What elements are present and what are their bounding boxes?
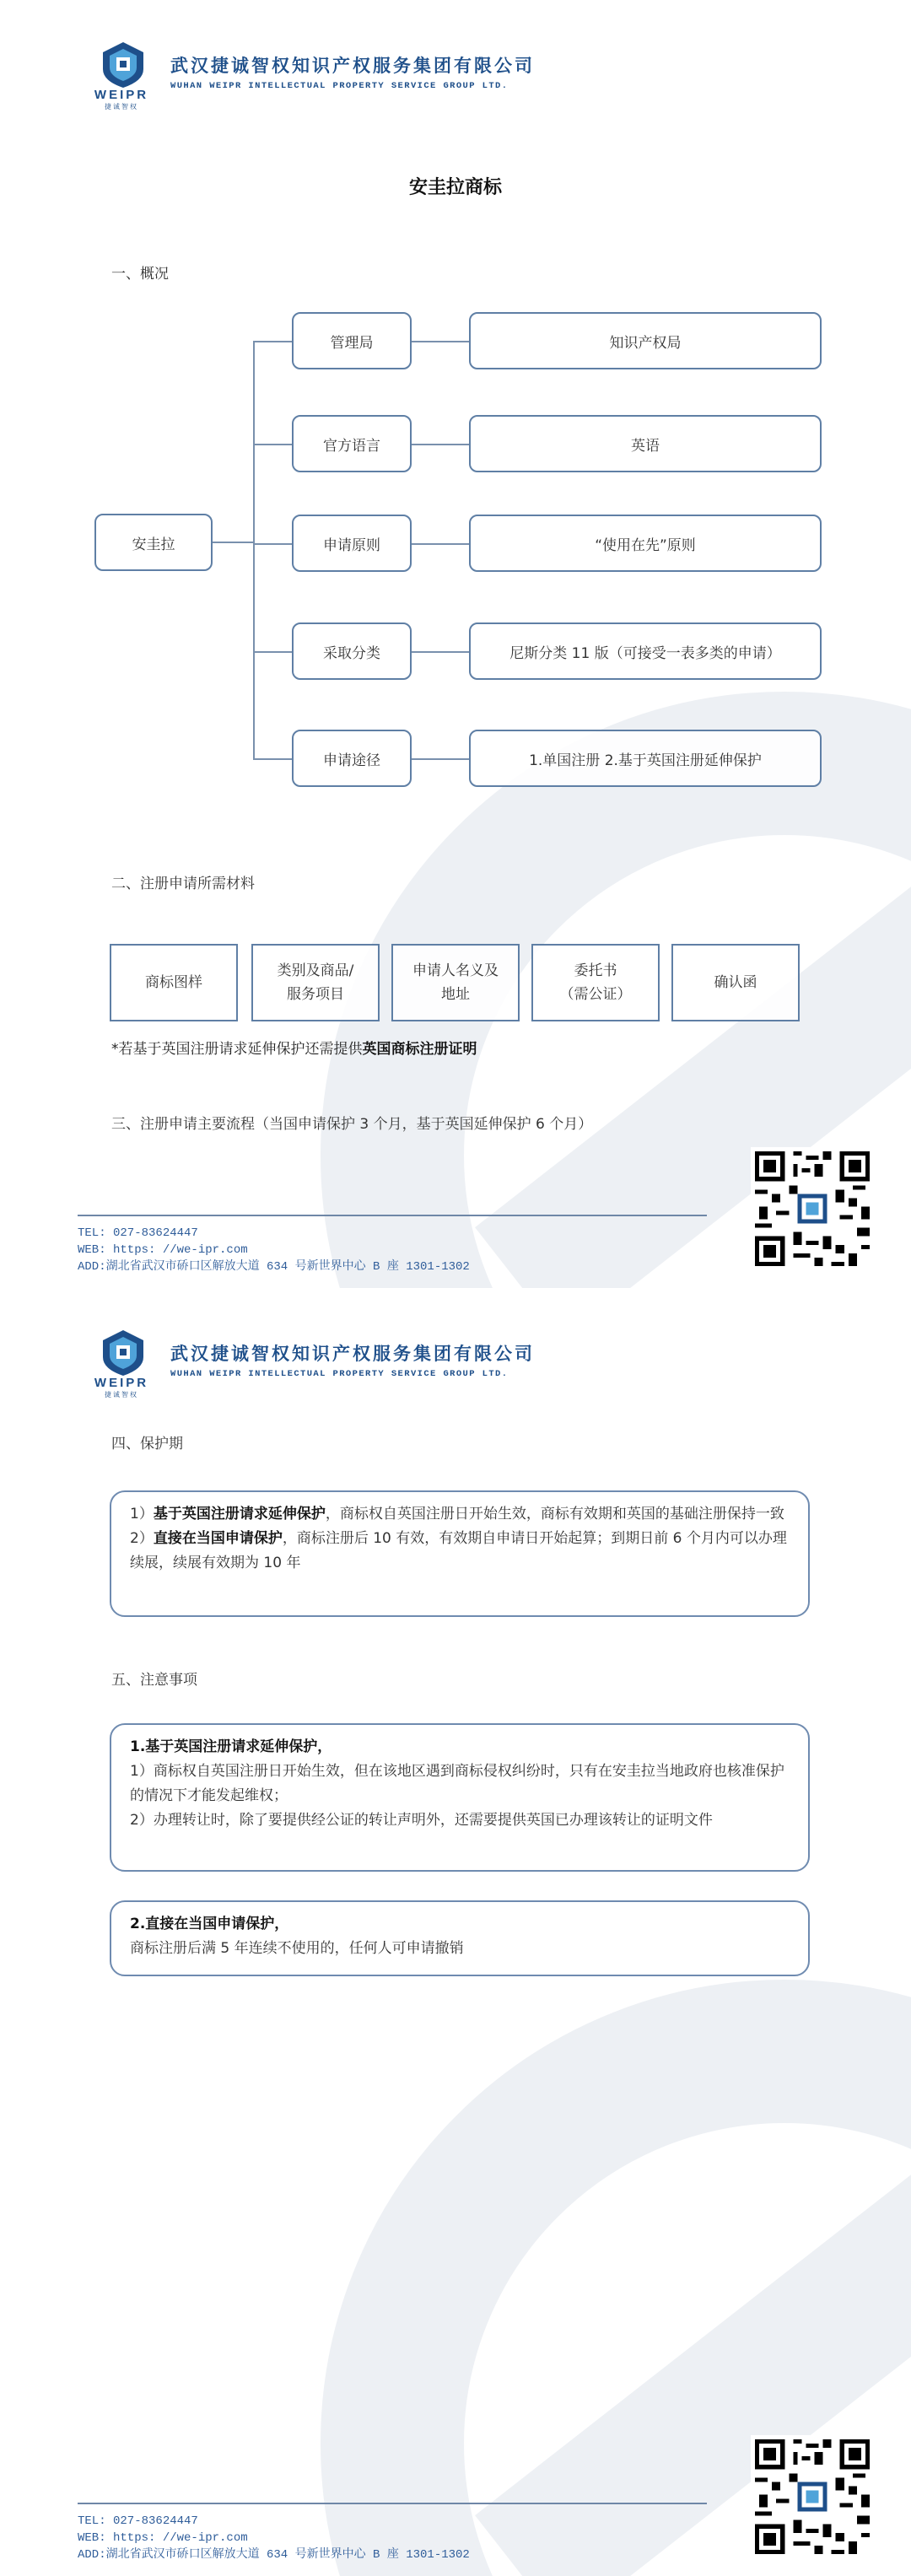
logo-subtitle: 捷诚智权 [105,103,138,110]
overview-label-authority: 管理局 [292,312,412,369]
notes-item: 2）办理转让时，除了要提供经公证的转让声明外，还需要提供英国已办理该转让的证明文件 [130,1812,713,1829]
footer-web[interactable]: WEB: https: //we-ipr.com [78,2531,248,2545]
overview-label-language: 官方语言 [292,415,412,472]
notes-heading: 2.直接在当国申请保护， [130,1916,289,1932]
company-name-en: WUHAN WEIPR INTELLECTUAL PROPERTY SERVICE GROUP LTD. [170,81,509,91]
material-item: 申请人名义及 地址 [391,944,520,1021]
overview-value-route: 1.单国注册 2.基于英国注册延伸保护 [469,730,822,787]
logo-wordmark: WEIPR [94,1376,149,1390]
logo-subtitle: 捷诚智权 [105,1391,138,1398]
overview-label-route: 申请途径 [292,730,412,787]
section-protection-title: 四、保护期 [111,1436,183,1452]
overview-value-language: 英语 [469,415,822,472]
material-item: 确认函 [671,944,800,1021]
overview-value-principle: “使用在先”原则 [469,515,822,572]
materials-note: *若基于英国注册请求延伸保护还需提供英国商标注册证明 [111,1041,477,1058]
footer-tel: TEL: 027-83624447 [78,2514,198,2528]
footer-divider [78,1215,707,1216]
footer-address: ADD:湖北省武汉市硚口区解放大道 634 号新世界中心 B 座 1301-1302 [78,1260,470,1274]
footer-contact [78,1225,470,1275]
material-item: 委托书 （需公证） [531,944,660,1021]
letterhead [0,1288,911,1406]
protection-box [110,1490,810,1617]
qr-code-icon [751,2435,874,2558]
notes-item: 1）商标权自英国注册日开始生效，但在该地区遇到商标侵权纠纷时，只有在安圭拉当地政府也核准保护的情况下才能发起维权； [130,1763,784,1804]
page-two [0,1288,911,2576]
footer-tel: TEL: 027-83624447 [78,1226,198,1240]
overview-value-classification: 尼斯分类 11 版（可接受一表多类的申请） [469,622,822,680]
material-item: 类别及商品/ 服务项目 [251,944,380,1021]
notes-heading: 1.基于英国注册请求延伸保护， [130,1738,332,1755]
section-materials-title: 二、注册申请所需材料 [111,876,255,892]
overview-label-principle: 申请原则 [292,515,412,572]
notes-box-extension [110,1723,810,1872]
section-process-title: 三、注册申请主要流程（当国申请保护 3 个月，基于英国延伸保护 6 个月） [111,1116,593,1133]
notes-box-direct [110,1900,810,1976]
logo-wordmark: WEIPR [94,88,149,102]
notes-item: 商标注册后满 5 年连续不使用的，任何人可申请撤销 [130,1940,464,1957]
footer-divider [78,2503,707,2504]
mindmap-center: 安圭拉 [94,514,213,571]
overview-value-authority: 知识产权局 [469,312,822,369]
material-item: 商标图样 [110,944,238,1021]
company-logo-icon [101,40,145,89]
company-name-cn: 武汉捷诚智权知识产权服务集团有限公司 [170,55,535,76]
protection-item: 1）基于英国注册请求延伸保护，商标权自英国注册日开始生效，商标有效期和英国的基础注册保持一致 [130,1506,784,1522]
footer-address: ADD:湖北省武汉市硚口区解放大道 634 号新世界中心 B 座 1301-1302 [78,2548,470,2562]
letterhead [0,0,911,118]
section-notes-title: 五、注意事项 [111,1672,197,1689]
document-title: 安圭拉商标 [408,177,502,198]
footer-contact [78,2513,470,2563]
overview-label-classification: 采取分类 [292,622,412,680]
footer-web[interactable]: WEB: https: //we-ipr.com [78,1243,248,1257]
qr-code-icon [751,1147,874,1270]
protection-item: 2）直接在当国申请保护，商标注册后 10 有效，有效期自申请日开始起算；到期日前 6 个月内可以办理续展，续展有效期为 10 年 [130,1530,787,1571]
section-overview-title: 一、概况 [111,266,169,283]
company-name-en: WUHAN WEIPR INTELLECTUAL PROPERTY SERVICE GROUP LTD. [170,1369,509,1379]
company-logo-icon [101,1328,145,1377]
company-name-cn: 武汉捷诚智权知识产权服务集团有限公司 [170,1343,535,1364]
